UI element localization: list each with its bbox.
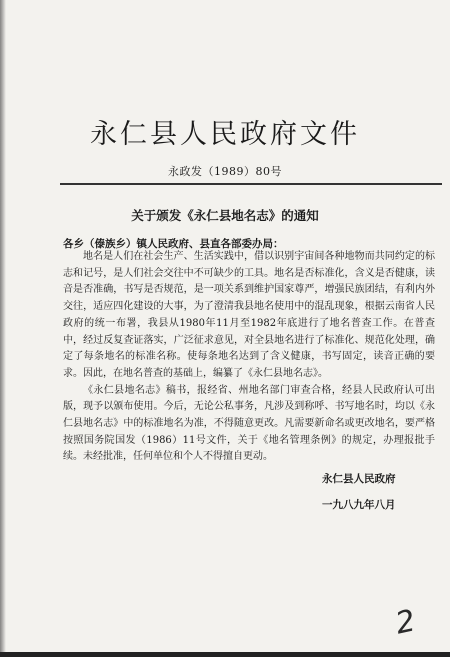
document-title: 永仁县人民政府文件 (90, 119, 360, 150)
signature-organization: 永仁县人民政府 (322, 473, 396, 485)
document-body (63, 249, 435, 466)
header-divider (60, 183, 442, 185)
body-paragraph-1: 地名是人们在社会生产、生活实践中，借以识别宇宙间各种地物而共同约定的标志和记号，是人们社会交往中不可缺少的工具。地名是否标准化，含义是否健康，读音是否准确，书写是否规范，是一项关系到维护国家尊严，增强民族团结，有利内外交往，适应四化建设的大事，为了澄清我县地名使用中的混乱现象，根据云南省人民政府的统一布署，我县从1980年11月至1982年底进行了地名普查工作。在普查中，经过反复查证落实，广泛征求意见，对全县地名进行了标准化、规范化处理，确定了每条地名的标准名称。使每条地名达到了含义健康，书写固定，读音正确的要求。因此，在地名普查的基础上，编纂了《永仁县地名志》。 (63, 251, 435, 379)
handwritten-page-number: 2 (392, 603, 419, 642)
scan-edge-shadow (0, 0, 6, 657)
document-subject: 关于颁发《永仁县地名志》的通知 (131, 208, 319, 223)
document-number: 永政发（1989）80号 (168, 165, 282, 178)
body-paragraph-2: 《永仁县地名志》稿书，报经省、州地名部门审查合格，经县人民政府认可出版，现予以颁布使用。今后，无论公私事务，凡涉及到称呼、书写地名时，均以《永仁县地名志》中的标准地名为准，不得随意更改。凡需要新命名或更改地名，要严格按照国务院国发（1986）11号文件，关于《地名管理条例》的规定，办理报批手续。未经批准，任何单位和个人不得擅自更动。 (63, 384, 435, 463)
addressee-line: 各乡（傣族乡）镇人民政府、县直各部委办局： (63, 238, 284, 250)
signature-date: 一九八九年八月 (322, 499, 396, 511)
scan-bottom-edge (0, 652, 450, 657)
